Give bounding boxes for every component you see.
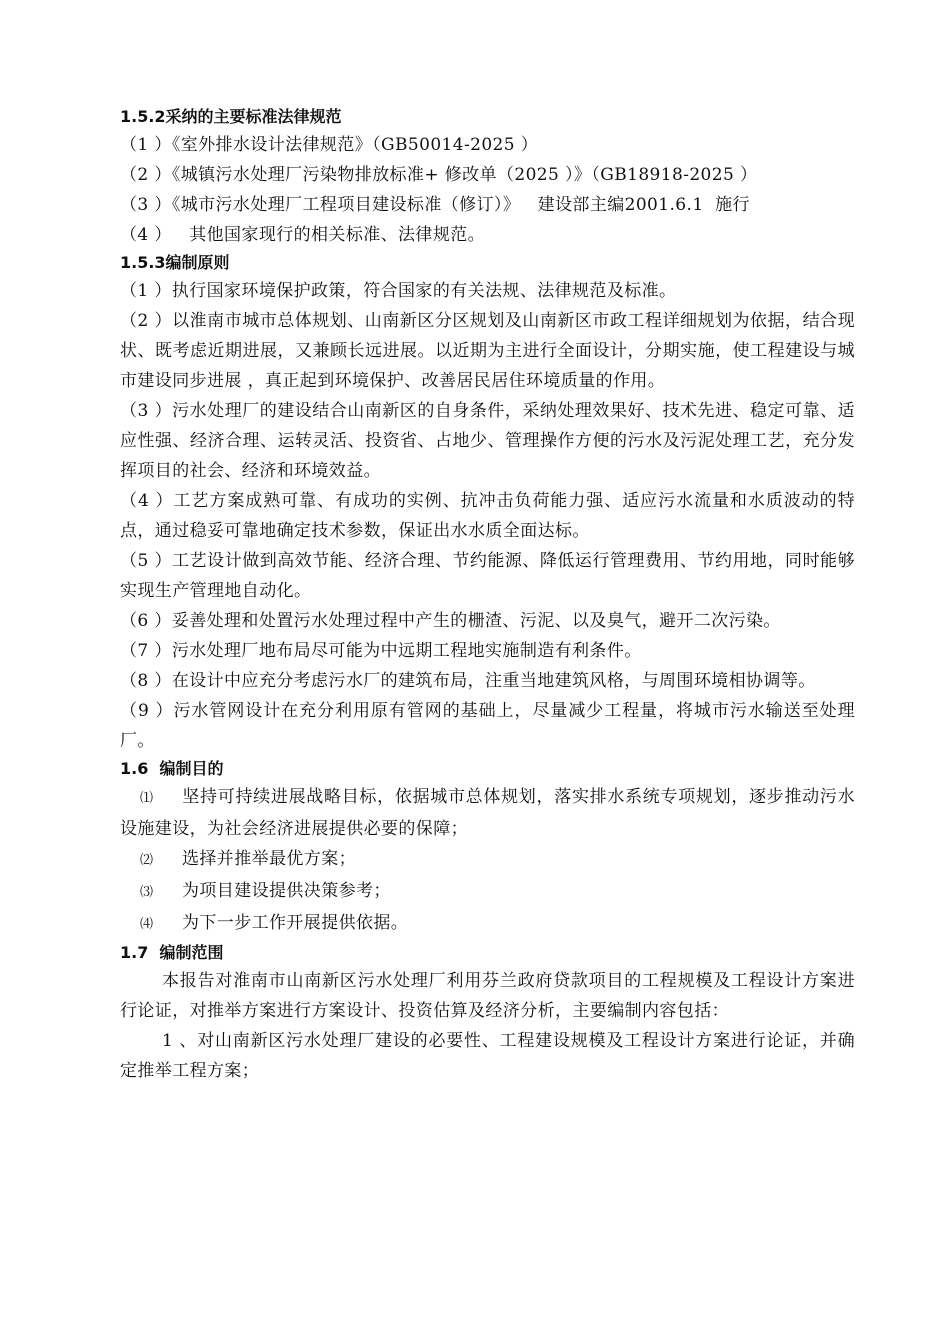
- purpose-item-1: [120, 782, 855, 844]
- purpose-item-text: 为下一步工作开展提供依据。: [182, 913, 409, 933]
- purpose-item-2: [120, 844, 855, 876]
- principle-item-2: （2 ）以淮南市城市总体规划、山南新区分区规划及山南新区市政工程详细规划为依据，结合现状、既考虑近期进展，又兼顾长远进展。以近期为主进行全面设计，分期实施，使工程建设与城市建设同步进展 ，真正起到环境保护、改善居民居住环境质量的作用。: [120, 311, 855, 391]
- document-body: [120, 104, 855, 1086]
- standard-item-3: （3 ）《城市污水处理厂工程项目建设标准（修订）》 建设部主编2001.6.1 施行: [120, 195, 750, 215]
- purpose-item-number: ⑵: [140, 853, 154, 868]
- principle-item-9: （9 ）污水管网设计在充分利用原有管网的基础上，尽量减少工程量，将城市污水输送至处理厂。: [120, 701, 855, 751]
- standard-item-1: （1 ）《室外排水设计法律规范》（GB50014-2025 ）: [120, 135, 539, 155]
- scope-paragraph-1: 本报告对淮南市山南新区污水处理厂利用芬兰政府贷款项目的工程规模及工程设计方案进行论证，对推举方案进行方案设计、投资估算及经济分析，主要编制内容包括：: [120, 971, 855, 1021]
- section-heading-1-5-2: 1.5.2采纳的主要标准法律规范: [120, 107, 342, 126]
- principle-item-5: （5 ）工艺设计做到高效节能、经济合理、节约能源、降低运行管理费用、节约用地，同时能够实现生产管理地自动化。: [120, 551, 855, 601]
- standard-item-4: （4 ） 其他国家现行的相关标准、法律规范。: [120, 225, 486, 245]
- purpose-item-4: [120, 908, 855, 940]
- principle-item-3: （3 ）污水处理厂的建设结合山南新区的自身条件，采纳处理效果好、技术先进、稳定可靠、适应性强、经济合理、运转灵活、投资省、占地少、管理操作方便的污水及污泥处理工艺，充分发挥项目的社会、经济和环境效益。: [120, 401, 855, 481]
- purpose-item-text: 坚持可持续进展战略目标，依据城市总体规划，落实排水系统专项规划，逐步推动污水设施建设，为社会经济进展提供必要的保障；: [120, 787, 855, 839]
- purpose-item-number: ⑷: [140, 917, 154, 932]
- section-heading-1-6: 1.6 编制目的: [120, 759, 224, 778]
- principle-item-6: （6 ）妥善处理和处置污水处理过程中产生的栅渣、污泥、以及臭气，避开二次污染。: [120, 611, 781, 631]
- purpose-item-3: [120, 876, 855, 908]
- principle-item-8: （8 ）在设计中应充分考虑污水厂的建筑布局，注重当地建筑风格，与周围环境相协调等。: [120, 671, 816, 691]
- section-heading-1-5-3: 1.5.3编制原则: [120, 253, 230, 272]
- purpose-item-number: ⑴: [140, 791, 154, 806]
- scope-paragraph-2: 1 、对山南新区污水处理厂建设的必要性、工程建设规模及工程设计方案进行论证，并确定推举工程方案；: [120, 1031, 855, 1081]
- principle-item-7: （7 ）污水处理厂地布局尽可能为中远期工程地实施制造有利条件。: [120, 641, 642, 661]
- principle-item-4: （4 ）工艺方案成熟可靠、有成功的实例、抗冲击负荷能力强、适应污水流量和水质波动的特点，通过稳妥可靠地确定技术参数，保证出水水质全面达标。: [120, 491, 855, 541]
- purpose-item-text: 为项目建设提供决策参考；: [182, 881, 391, 901]
- principle-item-1: （1 ）执行国家环境保护政策，符合国家的有关法规、法律规范及标准。: [120, 281, 677, 301]
- standard-item-2: （2 ）《城镇污水处理厂污染物排放标准+ 修改单（2025 ）》（GB18918-2025 ）: [120, 165, 758, 185]
- purpose-item-text: 选择并推举最优方案；: [182, 849, 356, 869]
- section-heading-1-7: 1.7 编制范围: [120, 943, 224, 962]
- purpose-item-number: ⑶: [140, 885, 154, 900]
